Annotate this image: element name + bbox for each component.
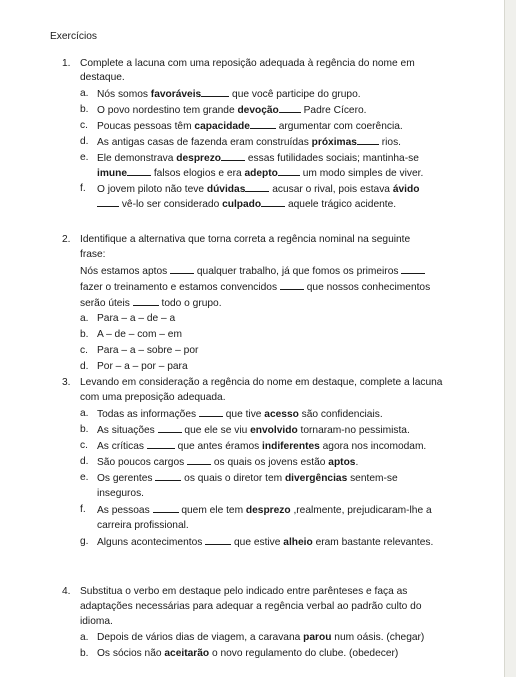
q1-prompt: Complete a lacuna com uma reposição adequada à regência do nome em bbox=[80, 58, 415, 69]
q2-option-marker: a. bbox=[80, 313, 89, 324]
q1a-text: Nós somos favoráveis que você participe do grupo. bbox=[97, 89, 361, 100]
q1e-text: Ele demonstrava desprezo essas futilidades sociais; mantinha-se bbox=[97, 153, 419, 164]
blank[interactable] bbox=[158, 423, 182, 433]
q3c-marker: c. bbox=[80, 440, 88, 451]
blank[interactable] bbox=[279, 103, 301, 113]
q4-prompt: Substitua o verbo em destaque pelo indicado entre parênteses e faça as bbox=[80, 586, 408, 597]
q4b-text: Os sócios não aceitarão o novo regulamento do clube. (obedecer) bbox=[97, 648, 399, 659]
q4a-text: Depois de vários dias de viagem, a caravana parou num oásis. (chegar) bbox=[97, 632, 425, 643]
q2-prompt-cont: frase: bbox=[80, 249, 106, 260]
q1b-text: O povo nordestino tem grande devoção Padre Cícero. bbox=[97, 105, 367, 116]
q1c-text: Poucas pessoas têm capacidade argumentar com coerência. bbox=[97, 121, 403, 132]
q3-prompt: Levando em consideração a regência do nome em destaque, complete a lacuna bbox=[80, 377, 443, 388]
blank[interactable] bbox=[401, 264, 425, 274]
blank[interactable] bbox=[187, 455, 211, 465]
q3f-marker: f. bbox=[80, 504, 86, 515]
q1d-marker: d. bbox=[80, 136, 89, 147]
blank[interactable] bbox=[205, 535, 231, 545]
blank[interactable] bbox=[280, 280, 304, 290]
q3a-text: Todas as informações que tive acesso são confidenciais. bbox=[97, 409, 383, 420]
blank[interactable] bbox=[147, 439, 175, 449]
q3g-marker: g. bbox=[80, 536, 89, 547]
q2-option-marker: b. bbox=[80, 329, 89, 340]
blank[interactable] bbox=[155, 471, 181, 481]
q4a-marker: a. bbox=[80, 632, 89, 643]
q3d-marker: d. bbox=[80, 456, 89, 467]
blank[interactable] bbox=[357, 135, 379, 145]
q3c-text: As críticas que antes éramos indiferentes agora nos incomodam. bbox=[97, 441, 427, 452]
blank[interactable] bbox=[133, 296, 159, 306]
q3d-text: São poucos cargos os quais os jovens estão aptos. bbox=[97, 457, 359, 468]
q3b-marker: b. bbox=[80, 424, 89, 435]
q4-prompt-cont: adaptações necessárias para adequar a regência verbal ao padrão culto do bbox=[80, 601, 422, 612]
q1f-text-cont: vê-lo ser considerado culpado aquele trágico acidente. bbox=[97, 197, 396, 211]
blank[interactable] bbox=[170, 264, 194, 274]
q4-prompt-cont2: idioma. bbox=[80, 616, 113, 627]
q4b-marker: b. bbox=[80, 648, 89, 659]
blank[interactable] bbox=[221, 151, 245, 161]
blank[interactable] bbox=[245, 182, 269, 192]
q2-option-a: Para – a – de – a bbox=[97, 313, 176, 324]
q1b-marker: b. bbox=[80, 104, 89, 115]
q4-number: 4. bbox=[62, 586, 71, 597]
q3f-text-cont: carreira profissional. bbox=[97, 520, 189, 531]
doc-title: Exercícios bbox=[50, 31, 97, 42]
q2-prompt: Identifique a alternativa que torna correta a regência nominal na seguinte bbox=[80, 234, 411, 245]
q3e-marker: e. bbox=[80, 472, 89, 483]
q3a-marker: a. bbox=[80, 408, 89, 419]
blank[interactable] bbox=[97, 197, 119, 207]
q1f-marker: f. bbox=[80, 183, 86, 194]
q3-prompt-cont: com uma preposição adequada. bbox=[80, 392, 226, 403]
q3g-text: Alguns acontecimentos que estive alheio eram bastante relevantes. bbox=[97, 537, 434, 548]
blank[interactable] bbox=[153, 503, 179, 513]
q1f-text: O jovem piloto não teve dúvidas acusar o rival, pois estava ávido bbox=[97, 184, 420, 195]
q1-prompt-cont: destaque. bbox=[80, 72, 125, 83]
q1c-marker: c. bbox=[80, 120, 88, 131]
blank[interactable] bbox=[201, 87, 229, 97]
q3-number: 3. bbox=[62, 377, 71, 388]
q2-option-d: Por – a – por – para bbox=[97, 361, 188, 372]
q1a-marker: a. bbox=[80, 88, 89, 99]
q1d-text: As antigas casas de fazenda eram construídas próximas rios. bbox=[97, 137, 401, 148]
q2-option-b: A – de – com – em bbox=[97, 329, 182, 340]
blank[interactable] bbox=[199, 407, 223, 417]
blank[interactable] bbox=[250, 119, 276, 129]
q3e-text: Os gerentes os quais o diretor tem divergências sentem-se bbox=[97, 473, 398, 484]
q2-sentence-line1: Nós estamos aptos qualquer trabalho, já que fomos os primeiros bbox=[80, 264, 425, 278]
q1-number: 1. bbox=[62, 58, 71, 69]
q3f-text: As pessoas quem ele tem desprezo ,realmente, prejudicaram-lhe a bbox=[97, 505, 432, 516]
blank[interactable] bbox=[261, 197, 285, 207]
q2-option-marker: d. bbox=[80, 361, 89, 372]
q3b-text: As situações que ele se viu envolvido tornaram-no pessimista. bbox=[97, 425, 410, 436]
q3e-text-cont: inseguros. bbox=[97, 488, 145, 499]
q2-option-marker: c. bbox=[80, 345, 88, 356]
q1e-text-cont: imune falsos elogios e era adepto um modo simples de viver. bbox=[97, 168, 424, 179]
blank[interactable] bbox=[278, 166, 300, 176]
q1e-marker: e. bbox=[80, 152, 89, 163]
q2-option-c: Para – a – sobre – por bbox=[97, 345, 199, 356]
q2-sentence-line2: fazer o treinamento e estamos convencidos que nossos conhecimentos bbox=[80, 282, 431, 293]
q2-sentence-line3: serão úteis todo o grupo. bbox=[80, 298, 222, 309]
blank[interactable] bbox=[127, 166, 151, 176]
q2-number: 2. bbox=[62, 234, 71, 245]
